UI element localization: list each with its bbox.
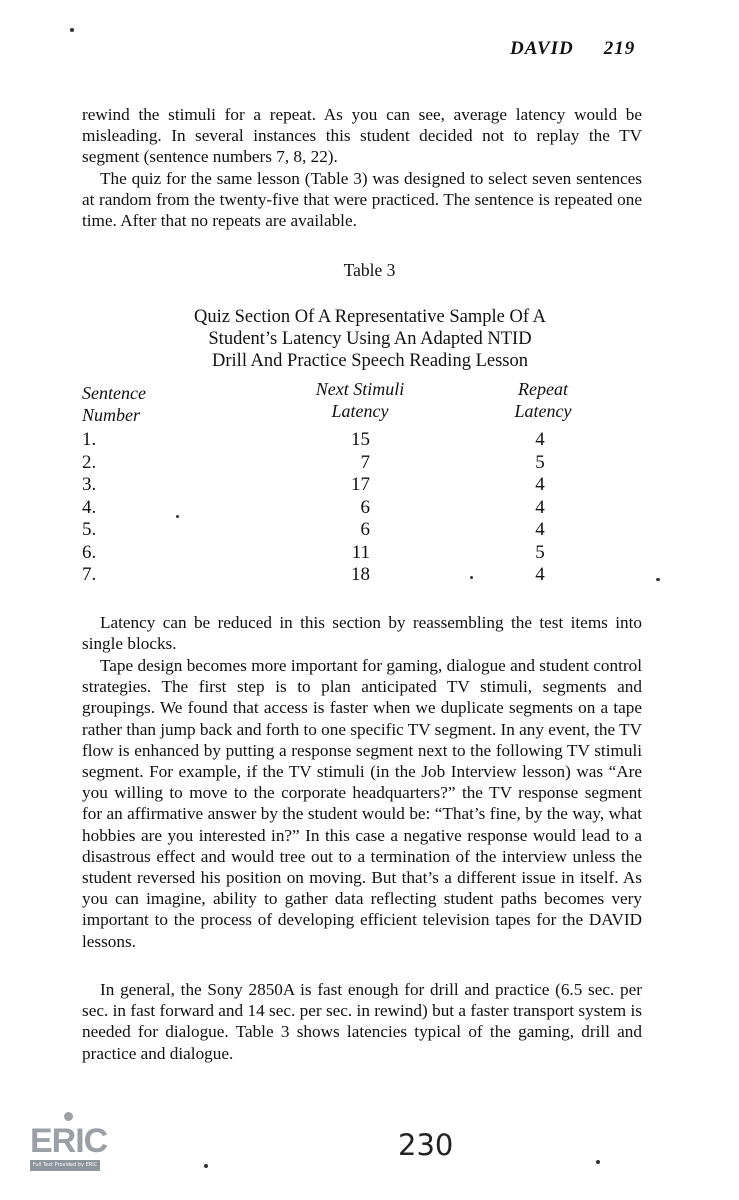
cell-sentence-number: 7. (82, 564, 97, 585)
cell-next-stimuli-latency: 6 (360, 519, 370, 540)
column-header-repeat-latency (498, 378, 588, 422)
cell-next-stimuli-latency: 7 (360, 451, 370, 473)
cell-sentence-number: 2. (82, 451, 97, 473)
cell-repeat-latency: 4 (535, 564, 545, 585)
cell-sentence-number: 1. (82, 429, 97, 450)
scan-speck (70, 28, 74, 32)
cell-sentence-number: 6. (82, 541, 97, 563)
eric-logo-drop-icon (64, 1112, 73, 1121)
cell-sentence-number: 3. (82, 474, 97, 495)
running-header (510, 38, 635, 60)
paragraph-4: Tape design becomes more important for gaming, dialogue and student control strategies. The first step is to plan anticipated TV stimuli, segments and groupings. We found that access is faster when we duplicate segments on a tape rather than jump back and forth to one specific TV segment. In any event, the TV flow is enhanced by putting a response segment next to the following TV stimuli segment. For example, if the TV stimuli (in the Job Interview lesson) was “Are you willing to move to the corporate headquarters?” the TV response segment for an affirmative answer by the student would be: “That’s fine, by the way, what hobbies are you interested in?” In this case a negative response would lead to a disastrous effect and would tree out to a termination of the interview unless the student reversed his position on moving. But that’s a different issue in itself. As you can imagine, ability to gather data reflecting student paths becomes very important to the process of developing efficient television tapes for the DAVID lessons. (82, 656, 642, 951)
column-header-next-stimuli-latency (300, 378, 420, 422)
scan-speck (656, 578, 660, 581)
scan-speck (470, 576, 473, 579)
cell-next-stimuli-latency: 15 (351, 429, 370, 450)
column-header-line: Number (82, 405, 140, 425)
table-caption (140, 306, 600, 372)
paragraph-1: rewind the stimuli for a repeat. As you can see, average latency would be misleading. In several instances this student decided not to replay the TV segment (sentence numbers 7, 8, 22). (82, 105, 642, 167)
paragraph-5: In general, the Sony 2850A is fast enough for drill and practice (6.5 sec. per sec. in fast forward and 14 sec. per sec. in rewind) but a faster transport system is needed for dialogue. Table 3 shows latencies typical of the gaming, drill and practice and dialogue. (82, 980, 642, 1063)
column-header-line: Next Stimuli (315, 379, 405, 399)
cell-next-stimuli-latency: 17 (351, 474, 370, 495)
caption-line: Quiz Section Of A Representative Sample Of A (194, 307, 546, 327)
cell-next-stimuli-latency: 18 (351, 564, 370, 585)
eric-logo-letters: ERIC (30, 1122, 108, 1160)
column-header-line: Repeat (518, 379, 568, 399)
caption-line: Student’s Latency Using An Adapted NTID (208, 329, 532, 349)
column-header-line: Sentence (82, 383, 146, 403)
header-page-number: 219 (603, 38, 636, 59)
cell-next-stimuli-latency: 6 (360, 496, 370, 518)
cell-repeat-latency: 4 (535, 474, 545, 495)
cell-repeat-latency: 4 (535, 519, 545, 540)
eric-logo (30, 1112, 108, 1174)
cell-sentence-number: 4. (82, 496, 97, 518)
paragraph-2: The quiz for the same lesson (Table 3) was designed to select seven sentences at random from the twenty-five that were practiced. The sentence is repeated one time. After that no repeats are available. (82, 169, 642, 231)
cell-repeat-latency: 5 (535, 451, 545, 473)
table-label: Table 3 (343, 260, 396, 280)
scan-speck (596, 1160, 600, 1164)
footer-page-number: 230 (398, 1128, 454, 1162)
scan-speck (204, 1164, 208, 1168)
cell-repeat-latency: 5 (535, 541, 545, 563)
column-header-line: Latency (514, 401, 572, 421)
eric-logo-subtext: Full Text Provided by ERIC (30, 1160, 100, 1171)
column-header-sentence-number (82, 382, 146, 426)
cell-next-stimuli-latency: 11 (351, 541, 370, 563)
caption-line: Drill And Practice Speech Reading Lesson (212, 351, 528, 371)
column-header-line: Latency (331, 401, 389, 421)
paragraph-3: Latency can be reduced in this section by reassembling the test items into single blocks. (82, 613, 642, 654)
header-title: DAVID (510, 38, 574, 59)
cell-sentence-number: 5. (82, 519, 97, 540)
cell-repeat-latency: 4 (535, 429, 545, 450)
scan-speck (176, 515, 179, 518)
cell-repeat-latency: 4 (535, 496, 545, 518)
